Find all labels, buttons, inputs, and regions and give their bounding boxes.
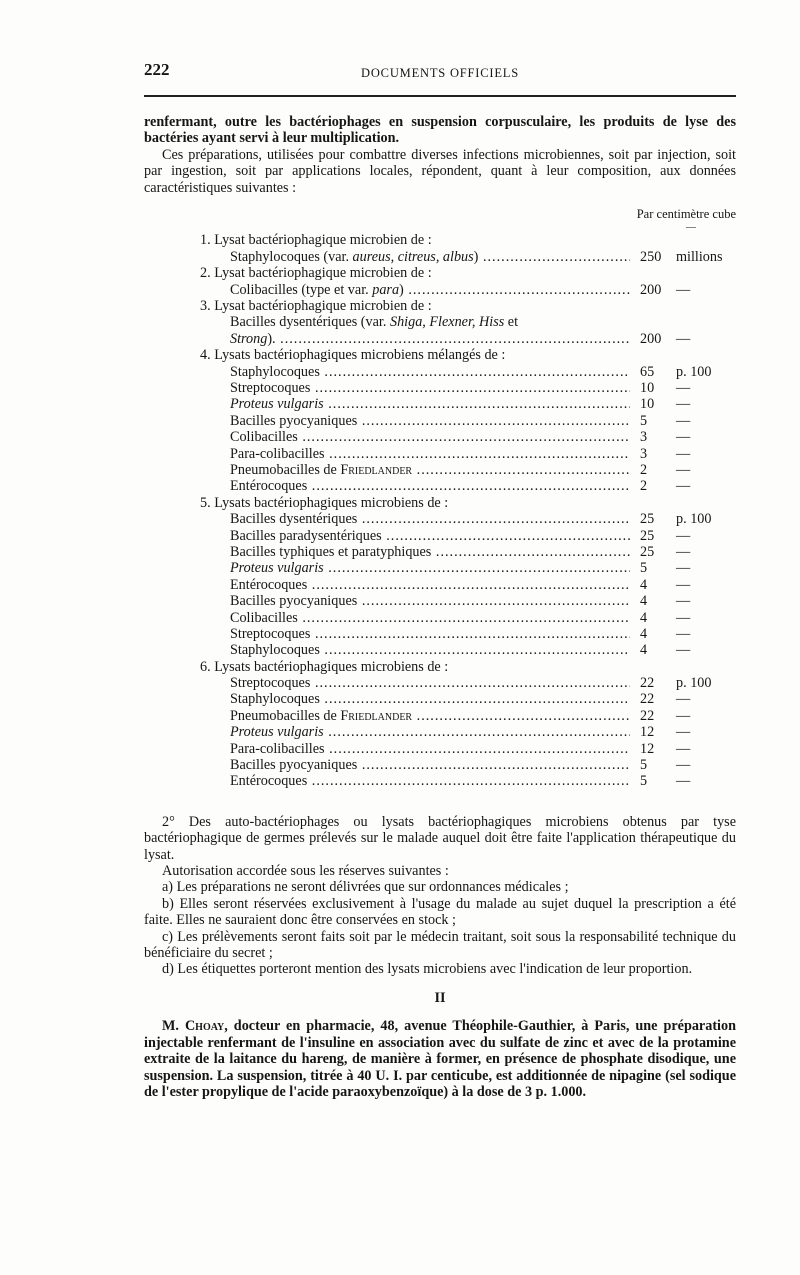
group-heading: 2. Lysat bactériophagique microbien de : [200, 265, 432, 282]
list-item [200, 544, 736, 560]
item-value [632, 675, 736, 691]
group-heading: 1. Lysat bactériophagique microbien de : [200, 232, 432, 249]
list-item [200, 691, 736, 707]
item-unit: — [676, 412, 691, 429]
item-name-text: Bacilles pyocyaniques [230, 412, 358, 429]
item-unit: — [676, 593, 691, 610]
reserve-d: d) Les étiquettes porteront mention des lysats microbiens avec l'indication de leur proportion. [162, 961, 693, 978]
item-name [230, 691, 630, 707]
list-item [200, 675, 736, 691]
item-unit: — [676, 330, 691, 347]
list-item [200, 626, 736, 642]
final-paragraph [144, 1018, 736, 1100]
item-value [632, 642, 736, 658]
unit-header: Par centimètre cube [636, 207, 736, 222]
item-value [632, 446, 736, 462]
item-unit: — [676, 478, 691, 495]
item-unit: — [676, 380, 691, 397]
item-name [230, 757, 630, 773]
item-amount: 4 [640, 576, 648, 593]
list-item [200, 610, 736, 626]
item-name [230, 462, 630, 478]
item-name [230, 741, 630, 757]
group-heading: 6. Lysats bactériophagiques microbiens de : [200, 658, 449, 675]
unit-header-dash: — [686, 222, 696, 234]
item-name [230, 544, 630, 560]
item-unit: — [676, 396, 691, 413]
item-name-text: Para-colibacilles [230, 740, 325, 757]
item-name-suffix: ) [399, 281, 404, 298]
item-unit: — [676, 642, 691, 659]
reserve-c: c) Les prélèvements seront faits soit par le médecin traitant, soit sous la responsabilité technique du bénéficiaire du secret ; [144, 928, 736, 962]
item-unit: p. 100 [676, 511, 712, 528]
item-amount: 25 [640, 511, 655, 528]
list-item [200, 249, 736, 265]
list-item [200, 478, 736, 494]
item-amount: 2 [640, 461, 648, 478]
item-amount: 12 [640, 724, 655, 741]
list-item [200, 757, 736, 773]
item-name [230, 511, 630, 527]
item-value [632, 773, 736, 789]
page-body [144, 114, 736, 1100]
item-name-italic: Proteus vulgaris [230, 724, 324, 741]
item-name-text: Colibacilles [230, 429, 298, 446]
item-unit: — [676, 576, 691, 593]
item-name [230, 314, 630, 330]
item-value [632, 691, 736, 707]
item-unit: — [676, 740, 691, 757]
item-amount: 200 [640, 330, 662, 347]
item-value [632, 478, 736, 494]
item-name-text: Pneumobacilles de [230, 461, 341, 478]
list-item [200, 593, 736, 609]
item-value [632, 708, 736, 724]
group-heading: 5. Lysats bactériophagiques microbiens de : [200, 494, 449, 511]
item-name-italic: Strong [230, 330, 268, 347]
item-unit: — [676, 445, 691, 462]
item-name-text: Colibacilles (type et var. [230, 281, 373, 298]
list-item [200, 446, 736, 462]
item-name [230, 626, 630, 642]
item-value [632, 528, 736, 544]
item-name [230, 429, 630, 445]
list-item [200, 642, 736, 658]
item-name-text: Staphylocoques [230, 363, 320, 380]
item-name [230, 560, 630, 576]
item-amount: 3 [640, 429, 648, 446]
list-item [200, 364, 736, 380]
item-name [230, 380, 630, 396]
item-name-smallcaps: Friedlander [340, 461, 413, 478]
item-amount: 4 [640, 609, 648, 626]
group-heading: 3. Lysat bactériophagique microbien de : [200, 298, 432, 315]
item-name-smallcaps: Friedlander [340, 707, 413, 724]
reserves-intro: Autorisation accordée sous les réserves suivantes : [162, 863, 449, 880]
item-name-text: Bacilles dysentériques [230, 511, 358, 528]
intro-paragraph-1: renfermant, outre les bactériophages en suspension corpusculaire, les produits de lyse des bactéries ayant servi à leur multiplication. [144, 114, 736, 147]
item-amount: 25 [640, 543, 655, 560]
item-name-italic: Proteus vulgaris [230, 560, 324, 577]
list-item [200, 282, 736, 298]
final-name: Choay [184, 1018, 225, 1035]
page-header [144, 62, 736, 84]
list-item [200, 708, 736, 724]
item-unit: — [676, 773, 691, 790]
item-amount: 22 [640, 707, 655, 724]
item-name [230, 249, 630, 265]
item-amount: 25 [640, 527, 655, 544]
list-item [200, 724, 736, 740]
item-name-text: Bacilles paradysentériques [230, 527, 382, 544]
list-item [200, 462, 736, 478]
item-name-text: Staphylocoques [230, 642, 320, 659]
item-value [632, 364, 736, 380]
list-item [200, 314, 736, 330]
item-unit: p. 100 [676, 363, 712, 380]
item-amount: 22 [640, 675, 655, 692]
item-name-text: Streptocoques [230, 380, 311, 397]
item-name [230, 282, 630, 298]
item-value [632, 282, 736, 298]
item-unit: p. 100 [676, 675, 712, 692]
item-name-text: Para-colibacilles [230, 445, 325, 462]
item-unit: — [676, 281, 691, 298]
item-value [632, 593, 736, 609]
list-item [200, 528, 736, 544]
header-rule [144, 95, 736, 97]
item-unit: — [676, 625, 691, 642]
item-amount: 250 [640, 248, 662, 265]
item-name-text: Bacilles typhiques et paratyphiques [230, 543, 432, 560]
composition-list [200, 232, 736, 789]
item-name [230, 364, 630, 380]
list-item [200, 511, 736, 527]
item-name [230, 331, 630, 347]
item-unit: millions [676, 248, 723, 265]
item-value [632, 560, 736, 576]
item-amount: 4 [640, 593, 648, 610]
item-value [632, 249, 736, 265]
item-name-text: Staphylocoques [230, 691, 320, 708]
running-title: DOCUMENTS OFFICIELS [361, 66, 519, 80]
item-name [230, 708, 630, 724]
final-text: , docteur en pharmacie, 48, avenue Théophile-Gauthier, à Paris, une préparation injectable renfermant de l'insuline en association avec du sulfate de zinc et avec de la protamine extraite de la laitance du hareng, de manière à former, en présence de phosphate disodique, une suspension. La suspension, titrée à 40 U. I. par centicube, est additionnée de nipagine (sel sodique de l'ester propylique de l'acide paraoxybenzoïque) à la dose de 3 p. 1.000. [144, 1018, 736, 1100]
list-item [200, 560, 736, 576]
item-unit: — [676, 560, 691, 577]
list-item [200, 773, 736, 789]
item-name-text: Pneumobacilles de [230, 707, 341, 724]
item-value [632, 413, 736, 429]
item-amount: 2 [640, 478, 648, 495]
item-value [632, 544, 736, 560]
item-name [230, 396, 630, 412]
item-name-suffix: et [504, 314, 519, 331]
item-name [230, 642, 630, 658]
item-value [632, 757, 736, 773]
group-heading: 4. Lysats bactériophagiques microbiens mélangés de : [200, 347, 506, 364]
item-name-text: Streptocoques [230, 625, 311, 642]
section-2 [144, 814, 736, 978]
item-name-text: Entérocoques [230, 576, 308, 593]
item-unit: — [676, 429, 691, 446]
item-name-text: Bacilles dysentériques (var. [230, 314, 390, 331]
item-value [632, 741, 736, 757]
item-unit: — [676, 609, 691, 626]
item-name [230, 413, 630, 429]
item-amount: 22 [640, 691, 655, 708]
item-name-text: Bacilles pyocyaniques [230, 757, 358, 774]
item-name [230, 593, 630, 609]
section-2-paragraph: 2° Des auto-bactériophages ou lysats bactériophagiques microbiens obtenus par tyse bactériophagique de germes prélevés sur le malade auquel doit être faite l'application thérapeutique du lysat. [144, 813, 736, 863]
item-unit: — [676, 707, 691, 724]
item-amount: 5 [640, 412, 648, 429]
final-prefix: M. [162, 1018, 185, 1035]
item-value [632, 462, 736, 478]
item-amount: 3 [640, 445, 648, 462]
item-value [632, 610, 736, 626]
list-item [200, 413, 736, 429]
item-amount: 10 [640, 396, 655, 413]
item-amount: 5 [640, 773, 648, 790]
item-amount: 12 [640, 740, 655, 757]
item-amount: 65 [640, 363, 655, 380]
item-name-text: Bacilles pyocyaniques [230, 593, 358, 610]
item-name [230, 446, 630, 462]
item-name [230, 528, 630, 544]
item-unit: — [676, 461, 691, 478]
item-value [632, 626, 736, 642]
list-item [200, 396, 736, 412]
item-name-italic: aureus, citreus, albus [352, 248, 474, 265]
item-name-text: Staphylocoques (var. [230, 248, 353, 265]
item-unit: — [676, 724, 691, 741]
reserve-b: b) Elles seront réservées exclusivement à l'usage du malade au sujet duquel la prescription a été faite. Elles ne sauraient donc être conservées en stock ; [144, 895, 736, 929]
item-name [230, 610, 630, 626]
section-roman-numeral: II [434, 989, 446, 1006]
item-name-text: Entérocoques [230, 478, 308, 495]
list-item-continuation [200, 331, 736, 347]
item-amount: 5 [640, 757, 648, 774]
item-unit: — [676, 691, 691, 708]
page-number: 222 [144, 60, 170, 79]
item-unit: — [676, 527, 691, 544]
item-value [632, 331, 736, 347]
item-value [632, 577, 736, 593]
item-name-suffix: ). [267, 330, 276, 347]
item-value [632, 380, 736, 396]
list-item [200, 380, 736, 396]
item-amount: 4 [640, 642, 648, 659]
reserve-a: a) Les préparations ne seront délivrées que sur ordonnances médicales ; [162, 879, 569, 896]
item-name-italic: para [372, 281, 400, 298]
item-name [230, 773, 630, 789]
item-name [230, 675, 630, 691]
list-item [200, 429, 736, 445]
item-value [632, 396, 736, 412]
item-name [230, 478, 630, 494]
item-amount: 10 [640, 380, 655, 397]
item-name-text: Streptocoques [230, 675, 311, 692]
item-value [632, 724, 736, 740]
item-amount: 5 [640, 560, 648, 577]
item-value [632, 429, 736, 445]
list-item [200, 741, 736, 757]
list-item [200, 577, 736, 593]
item-name-text: Colibacilles [230, 609, 298, 626]
item-name-suffix: ) [473, 248, 479, 265]
item-amount: 4 [640, 625, 648, 642]
item-value [632, 511, 736, 527]
item-amount: 200 [640, 281, 662, 298]
item-name-italic: Proteus vulgaris [230, 396, 324, 413]
intro-paragraph-2: Ces préparations, utilisées pour combattre diverses infections microbiennes, soit par injection, soit par ingestion, soit par applications locales, répondent, quant à leur composition, aux données caractéristiques suivantes : [144, 146, 736, 196]
item-unit: — [676, 543, 691, 560]
item-name [230, 577, 630, 593]
item-name-italic: Shiga, Flexner, Hiss [389, 314, 505, 331]
item-unit: — [676, 757, 691, 774]
item-name [230, 724, 630, 740]
item-name-text: Entérocoques [230, 773, 308, 790]
